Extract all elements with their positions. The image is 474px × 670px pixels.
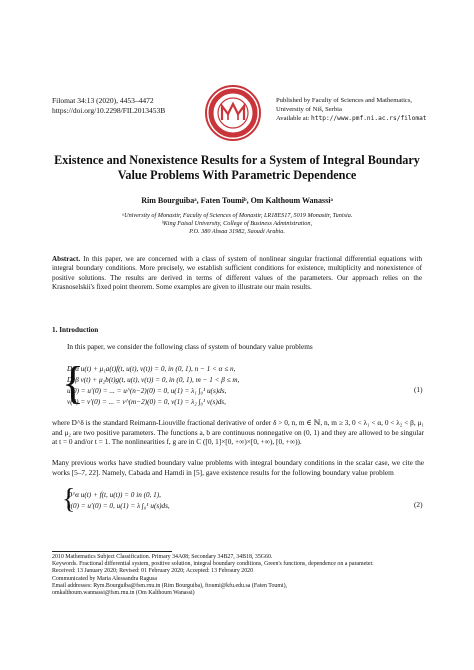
equation-2-line: u(0) = u′(0) = 0, u(1) = λ ∫₀¹ u(s)ds, [67,502,170,510]
available-prefix: Available at: [276,115,310,122]
previous-works-paragraph: Many previous works have studied boundary value problems with integral boundary conditions in the scalar case, we cite the works [5–7, 22]. Namely, Cabada and Hamdi in [5], gave existence results for the following boundary value problem [52,458,424,477]
paper-title [40,153,434,183]
footnote-emails-cont: omkalthoum.wannassi@fsm.rnu.tn (Om Kalthoum Wanassi) [52,590,195,597]
journal-citation: Filomat 34:13 (2020), 4453–4472 [52,96,154,105]
publisher-line-1: Published by Faculty of Sciences and Mathematics, [276,97,413,104]
equation-1-line: D^β v(t) + μ₂b(t)g(t, u(t), v(t)) = 0, in (0, 1), m − 1 < β ≤ m, [67,376,240,384]
footnote-communicated: Communicated by Maria Alessandra Ragusa [52,575,158,582]
footnote-classification: 2010 Mathematics Subject Classification. Primary 34A08; Secondary 34B27, 34B18, 35G60. [52,554,273,560]
affiliations [40,212,434,236]
equation-1 [67,364,239,408]
university-seal-logo [204,84,262,142]
affiliation-a: ᵃUniversity of Monastir, Faculty of Sciences of Monastir, LR18ES17, 5019 Monastir, Tunisia. [121,212,353,219]
equation-2-number: (2) [414,500,423,509]
equation-1-line: u(0) = u′(0) = ... = u^(n−2)(0) = 0, u(1) = λ₁ ∫₀¹ u(s)ds, [67,387,227,395]
section-heading-introduction: 1. Introduction [52,326,99,334]
equation-1-brace: { [62,357,85,408]
abstract-label: Abstract. [52,255,81,263]
footnote-emails: Email addresses: Rym.Bourguiba@fsm.rnu.tn (Rim Bourguiba), ftoumi@kfu.edu.sa (Faten Toumi), [52,582,287,589]
abstract [52,255,422,293]
footnote-received: Received: 13 January 2020; Revised: 01 February 2020; Accepted: 13 Febraury 2020 [52,568,254,575]
title-line-1: Existence and Nonexistence Results for a System of Integral Boundary [54,153,420,167]
abstract-text: In this paper, we are concerned with a class of system of nonlinear singular fractional differential equations with integral boundary conditions. More precisely, we establish sufficient conditions for existence, multiplicity and nonexistence of positive solutions. The results are derived in terms of different values of the parameters. Our approach relies on the Krasnoselskii's fixed point theorem. Some examples are given to illustrate our main results. [52,255,422,292]
equation-2-brace: { [62,484,76,515]
footnote-keywords: Keywords. Fractional differential system, positive solution, integral boundary conditions, Green's functions, dependence on a parameter. [52,561,374,568]
definitions-paragraph: where D^δ is the standard Reimann-Liouville fractional derivative of order δ > 0, n, m ∈ ℕ, n, m ≥ 3, 0 < λ₁ < α, 0 < λ₂ < β, μ₁ and μ₂ are two positive parameters. The functions a, b are continuous nonnegative on (0, 1) and they are allowed to be singular at t = 0 and/or t = 1. The nonlinearities f, g are in C ([0, 1]×[0, +∞)×[0, +∞), [0, +∞)). [52,418,424,447]
affiliation-b: ᵇKing Faisal University, College of Business Administration, [161,220,313,227]
equation-1-line: D^α u(t) + μ₁a(t)f(t, u(t), v(t)) = 0, in (0, 1), n − 1 < α ≤ n, [67,365,236,373]
title-line-2: Value Problems With Parametric Dependence [117,168,357,182]
doi-link[interactable]: https://doi.org/10.2298/FIL2013453B [52,106,166,115]
publisher-header [276,96,456,123]
intro-paragraph: In this paper, we consider the following class of system of boundary value problems [67,342,313,351]
publisher-line-2: University of Niš, Serbia [276,106,342,113]
journal-header [52,96,165,116]
equation-1-number: (1) [414,385,423,394]
footnotes [52,554,424,597]
equation-2 [67,490,170,512]
journal-url-link[interactable]: http://www.pmf.ni.ac.rs/filomat [311,115,427,122]
footnote-divider [52,551,172,552]
equation-2-line: D^α u(t) + f(t, u(t)) = 0 in (0, 1), [67,491,161,499]
availability-line [276,114,456,123]
equation-1-line: v(0) = v′(0) = ... = v^(m−2)(0) = 0, v(1) = λ₂ ∫₀¹ v(s)ds, [67,398,226,406]
affiliation-b-address: P.O. 380 Ahsaa 31982, Saoudi Arabia. [189,228,285,235]
author-list: Rim Bourguibaᵃ, Faten Toumiᵇ, Om Kalthoum Wanassiᵃ [141,196,333,205]
